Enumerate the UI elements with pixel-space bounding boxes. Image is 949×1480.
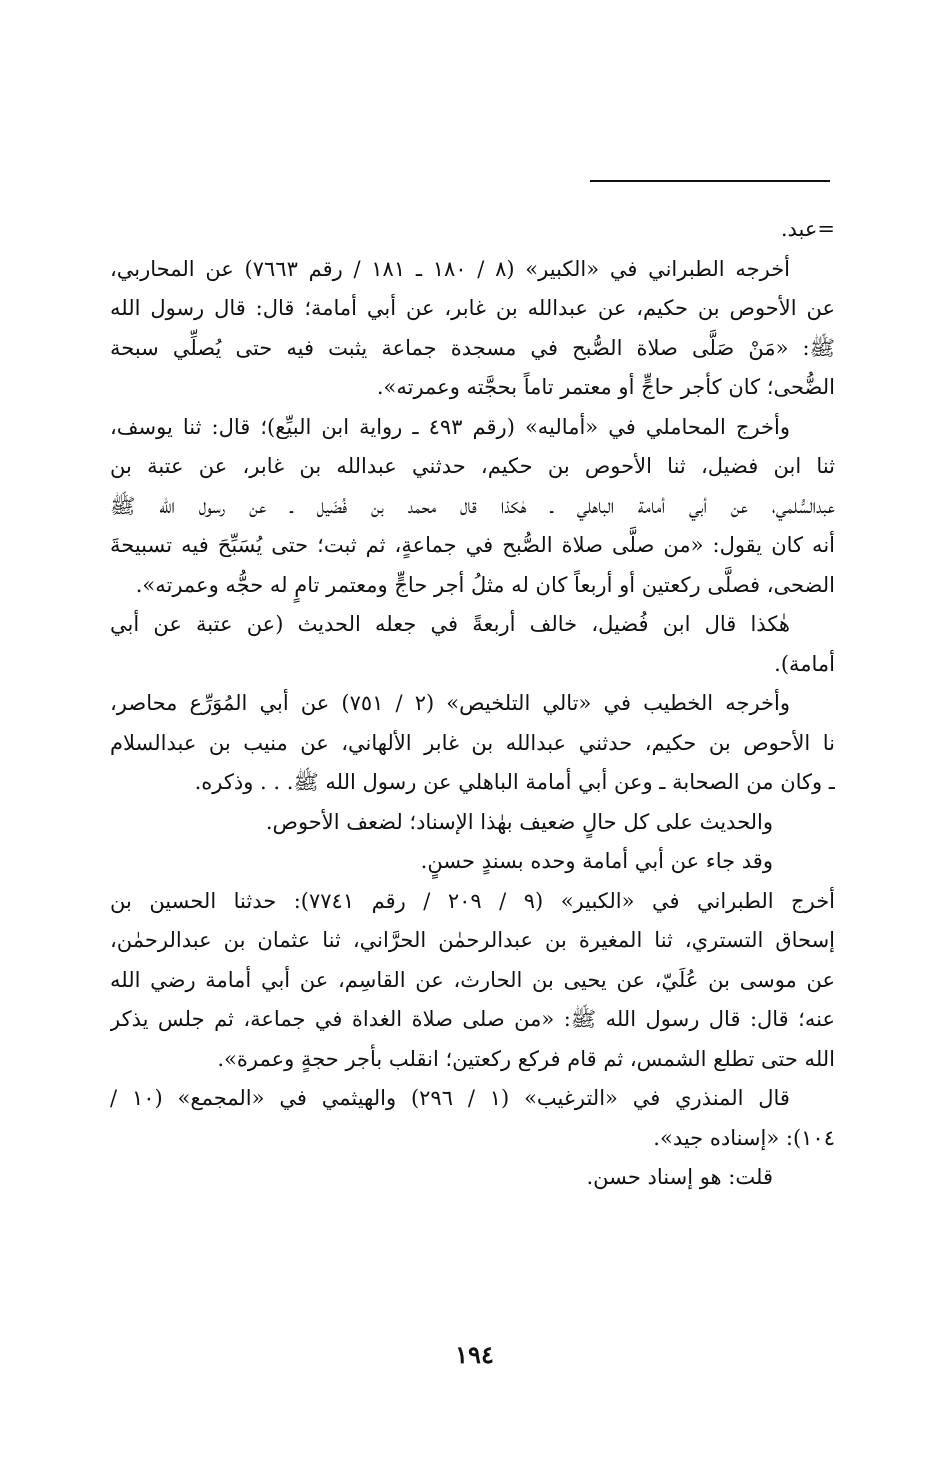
text-line: ﷺ: «مَنْ صَلَّى صلاة الصُّبح في مسجدة جماعة يثبت فيه حتى يُصلِّي سبحة bbox=[110, 335, 835, 360]
page-number: ١٩٤ bbox=[455, 1340, 494, 1369]
text-line: هٰكذا قال ابن فُضيل، خالف أربعةً في جعله الحديث (عن عتبة عن أبي bbox=[110, 612, 790, 636]
text-line: الله حتى تطلع الشمس، ثم قام فركع ركعتين؛ انقلب بأجر حجةٍ وعمرة». bbox=[217, 1046, 835, 1071]
text-line: وأخرج المحاملي في «أماليه» (رقم ٤٩٣ ـ رواية ابن البيِّع)؛ قال: ثنا يوسف، bbox=[110, 414, 790, 439]
text-line: الضحى، فصلَّى ركعتين أو أربعاً كان له مثلُ أجر حاجٍّ ومعتمر تامٍ له حجُّه وعمرته». bbox=[135, 572, 835, 597]
text-line: ـ وكان من الصحابة ـ وعن أبي أمامة الباهلي عن رسول الله ﷺ. . . وذكره. bbox=[194, 770, 835, 794]
text-line: أخرجه الطبراني في «الكبير» (٨ / ١٨٠ ـ ١٨١ / رقم ٧٦٦٣) عن المحاربي، bbox=[110, 256, 791, 281]
text-line: أنه كان يقول: «من صلَّى صلاة الصُّبح في جماعةٍ، ثم ثبت؛ حتى يُسَبِّحَ فيه تسبيحةَ bbox=[110, 533, 835, 557]
text-line: قلت: هو إسناد حسن. bbox=[586, 1165, 773, 1189]
text-line: ثنا ابن فضيل، ثنا الأحوص بن حكيم، حدثني عبدالله بن غابر، عن عتبة بن bbox=[110, 454, 835, 478]
text-line: أمامة). bbox=[774, 651, 835, 676]
text-line: عنه؛ قال: قال رسول الله ﷺ: «من صلى صلاة الغداة في جماعة، ثم جلس يذكر bbox=[110, 1007, 835, 1031]
footnote-separator-rule bbox=[590, 180, 830, 182]
text-line: ١٠٤): «إسناده جيد». bbox=[653, 1125, 835, 1150]
text-line: إسحاق التستري، ثنا المغيرة بن عبدالرحمٰن الحرَّاني، ثنا عثمان بن عبدالرحمٰن، bbox=[110, 928, 835, 952]
text-line: قال المنذري في «الترغيب» (١ / ٢٩٦) والهيثمي في «المجمع» (١٠ / bbox=[110, 1086, 790, 1110]
text-line: الضُّحى؛ كان كأجر حاجٍّ أو معتمر تاماً بحجَّته وعمرته». bbox=[376, 375, 835, 399]
footnote-text bbox=[110, 210, 835, 1198]
text-line: عن الأحوص بن حكيم، عن عبدالله بن غابر، عن أبي أمامة؛ قال: قال رسول الله bbox=[110, 296, 835, 320]
text-line: =عبد. bbox=[780, 217, 835, 241]
text-line: وقد جاء عن أبي أمامة وحده بسندٍ حسنٍ. bbox=[420, 849, 773, 873]
text-line: أخرج الطبراني في «الكبير» (٩ / ٢٠٩ / رقم ٧٧٤١): حدثنا الحسين بن bbox=[110, 888, 835, 913]
text-line: والحديث على كل حالٍ ضعيف بهٰذا الإسناد؛ لضعف الأحوص. bbox=[265, 809, 773, 834]
text-line: عبدالسُّلمي، عن أبي أمامة الباهلي ـ هٰكذا قال محمد بن فُضَيل ـ عن رسول الله ﷺ bbox=[110, 493, 835, 518]
text-line: نا الأحوص بن حكيم، حدثني عبدالله بن غابر الألهاني، عن منيب بن عبدالسلام bbox=[110, 730, 835, 755]
text-line: عن موسى بن عُلَيّ، عن يحيى بن الحارث، عن القاسِم، عن أبي أمامة رضي الله bbox=[110, 967, 835, 992]
text-line: وأخرجه الخطيب في «تالي التلخيص» (٢ / ٧٥١) عن أبي المُوَرِّع محاصر، bbox=[110, 691, 790, 715]
